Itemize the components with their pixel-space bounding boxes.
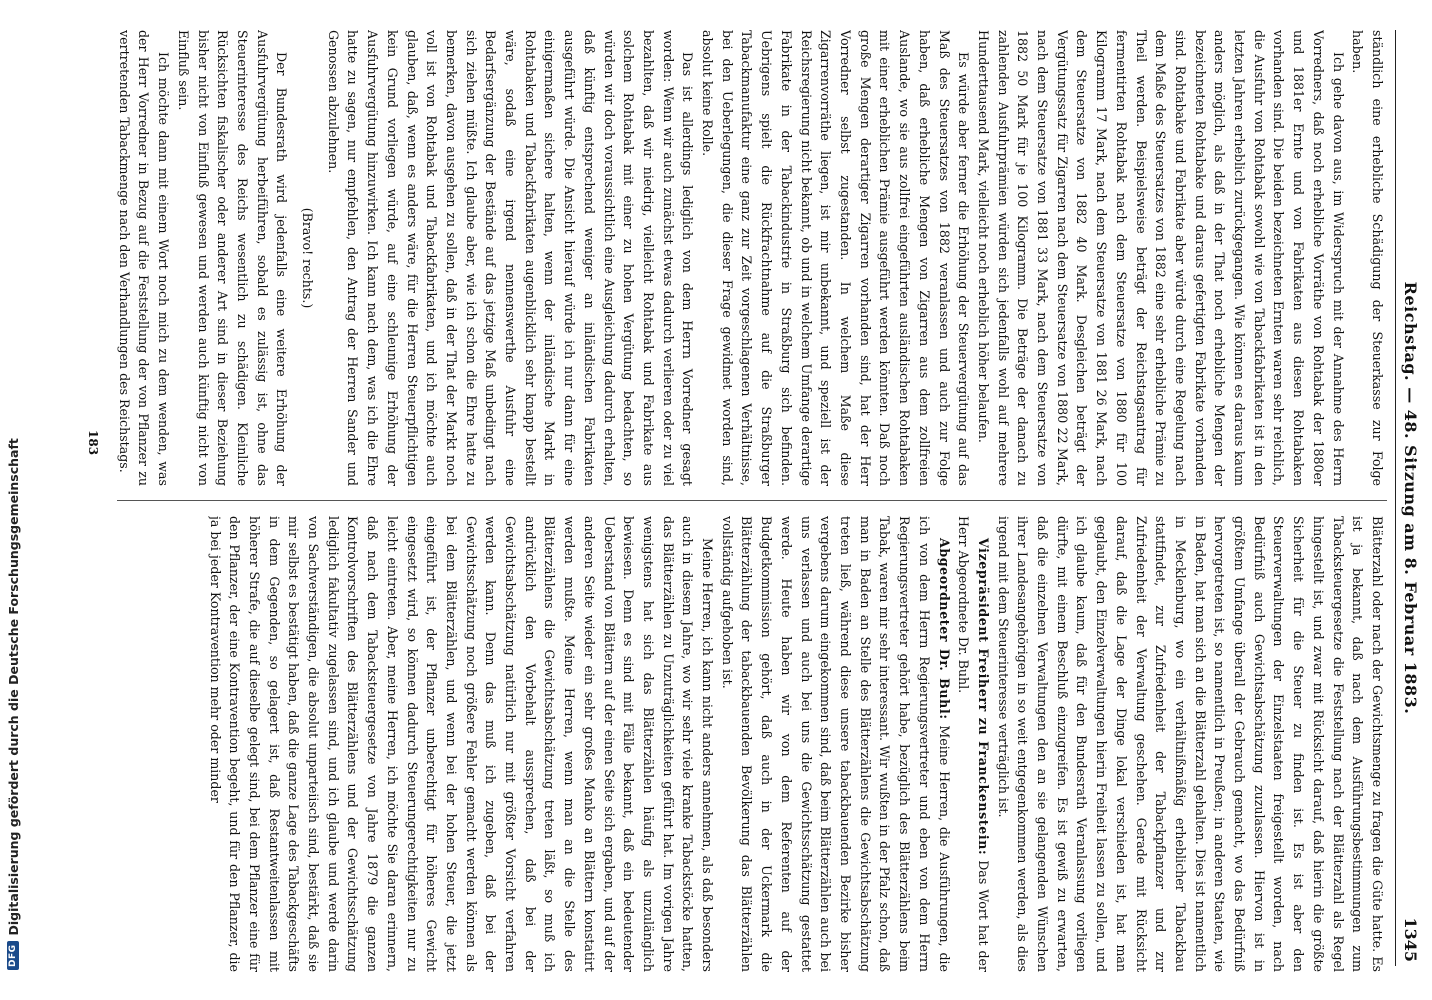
speaker-text: Das Wort hat der Herr Abgeordnete Dr. Buhl. [956, 516, 991, 972]
paragraph: Blätterzahl oder nach der Gewichtsmenge zu fragen die Güte hatte. Es ist ja bekannt, daß nach dem Ausführungsbestimmungen zum Tabacksteuergesetze die Feststellung nach der Blätterzahl als Regel hingestellt ist, und zwar mit Rücksicht darauf, daß hierin die größte Sicherheit für die Steuer zu finden ist. Es ist aber den Steuerverwaltungen der Einzelstaaten freigestellt worden, nach Bedürfniß auch Gewichtsabschätzung zuzulassen. Hiervon ist in größtem Umfange überall der Gebrauch gemacht, wo das Bedürfniß hervorgetreten ist, so namentlich in Preußen; in anderen Staaten, wie in Baden, hat man sich an die Blätterzahl gehalten. Dies ist namentlich in Mecklenburg, wo ein verhältnißmäßig erheblicher Tabackbau stattfindet, zur Zufriedenheit der Tabackpflanzer und zur Zufriedenheit der Verwaltung geschehen. Gerade mit Rücksicht darauf, daß die Lage der Dinge lokal verschieden ist, hat man geglaubt, den Einzelverwaltungen hierin Freiheit lassen zu sollen, und ich glaube kaum, daß für den Bundesrath Veranlassung vorliegen dürfte, mit einem Beschluß einzugreifen. Es ist gewiß zu erwarten, daß die einzelnen Verwaltungen den an sie gelangenden Wünschen ihrer Landesangehörigen in so weit entgegenkommen werden, als dies irgend mit dem Steuerinteresse verträglich ist. [995, 516, 1385, 972]
left-column [117, 30, 1387, 486]
paragraph: Ich möchte dann mit einem Wort noch mich zu dem wenden, was der Herr Vorredner in Bezug auf die Feststellung der von Pflanzer zu vertretenden Tabackmenge nach den Verhandlungen des Reichstags. [117, 30, 172, 486]
paragraph: Ich gehe davon aus, im Widerspruch mit der Annahme des Herrn Vorredners, daß noch erhebliche Vorräthe von Rohtabak der 1880er und 1881er Ernte und von Fabrikaten aus diesen Rohtabaken vorhanden sind. Die beiden bezeichneten Ernten waren sehr reichlich, die Ausfuhr von Rohtabak sowohl wie von Tabackfabrikaten ist in den letzten Jahren erheblich zurückgegangen. Wie können es daraus kaum anders möglich, als daß in der That noch erhebliche Mengen der bezeichneten Rohtabake und daraus gefertigten Fabrikate vorhanden sind. Rohtabake und Fabrikate aber würde durch eine Regelung nach dem Maße des Steuersatzes von 1882 eine sehr erhebliche Prämie zu Theil werden. Beispielsweise beträgt der Reichstagsantrag für fermentirten Rohtabak nach dem Steuersatze von 1880 für 100 Kilogramm 17 Mark, nach dem Steuersatze von 1881 26 Mark, nach dem Steuersatze von 1882 40 Mark. Desgleichen beträgt der Vergütungssatz für Zigarren nach dem Steuersatze von 1880 22 Mark, nach dem Steuersatze von 1881 33 Mark, nach dem Steuersatze von 1882 50 Mark für je 100 Kilogramm. Die Beträge der danach zu zahlenden Ausfuhrprämien würden sich jedenfalls wohl auf mehrere Hunderttausend Mark, vielleicht noch erheblich höher belaufen. [975, 30, 1346, 486]
interjection: (Bravo! rechts.) [300, 207, 316, 309]
speaker-name: Abgeordneter Dr. Buhl: [936, 538, 952, 720]
paragraph: Der Bundesrath wird jedenfalls eine weitere Erhöhung der Ausfuhrvergütung herbeiführen, sobald es zulässig ist, ohne das Steuerinteresse des Reichs wesentlich zu schädigen. Kleinliche Rücksichten fiskalischer oder anderer Art sind in dieser Beziehung bisher nicht von Einfluß gewesen und werden auch künftig nicht von Einfluß sein. [175, 30, 290, 486]
digitization-credit [2, 0, 24, 1000]
paragraph: Meine Herren, ich kann nicht anders annehmen, als daß besonders auch in diesem Jahre, wo wir sehr viele kranke Tabackstöcke hatten, das Blätterzählen zu Unzuträglichkeiten geführt hat. Im vorigen Jahre wenigstens hat sich das Blätterzählen häufig als unzulänglich bewiesen. Denn es sind mit Fälle bekannt, daß ein bedeutender Ueberstand von Blättern auf der einen Seite sich ergaben, und auf der anderen Seite wieder ein sehr großes Manko an Blättern konstatirt werden mußte. Meine Herren, wenn man an die Stelle des Blätterzählens die Gewichtsabschätzung treten läßt, so muß ich andrücklich den Vorbehalt aussprechen, daß bei der Gewichtsabschätzung natürlich nur mit größter Vorsicht verfahren werden kann. Denn das muß ich zugeben, daß bei der Gewichtsschätzung noch größere Fehler gemacht werden können als bei dem Blätterzählen, und wenn bei der hohen Steuer, die jetzt eingeführt ist, der Pflanzer unberechtigt für höheres Gewicht eingesetzt wird, so können dadurch Steuerungerechtigkeiten nur zu leicht eintreten. Aber, meine Herren, ich möchte Sie daran erinnern, daß nach dem Tabacksteuergesetze von Jahre 1879 die ganzen Kontrolvorschriften des Blätterzählens und der Gewichtsschätzung lediglich fakultativ zugelassen sind, und ich glaube und werde darin von Sachverständigen, die absolut unparteiisch sind, bestärkt, daß sie mir selbst es bestätigt haben, daß die ganze Lage des Tabackgeschäfts in dem Gegenden, so gelagert ist, daß Restantweitenlassen mit höherer Strafe, die auf dieselbe gelegt sind, bei dem Pflanzer eine für den Pflanzer, der eine Kontravention begeht, und für den Pflanzer, die ja bei jeder Kontravention mehr oder minder [207, 516, 716, 972]
credit-label: Digitalisierung gefördert durch die Deutsche Forschungsgemeinschaft [5, 438, 21, 936]
dfg-logo: DFG [7, 941, 19, 970]
document-page [76, 0, 1432, 1000]
credit-text [2, 0, 24, 1000]
signature-mark: 183 [86, 430, 100, 456]
paragraph: ständlich eine erhebliche Schädigung der Steuerkasse zur Folge haben. [1350, 30, 1385, 486]
speaker-text: Meine Herren, die Ausführungen, die ich von dem Herrn Regierungsvertreter und eben von dem Herrn Regierungsvertreter gehört habe, bezüglich des Blätterzählens beim Tabak, waren mir sehr interessant. Wir wußten in der Pfalz schon, daß man in Baden an Stelle des Blätterzählens die Gewichtsabschätzung treten ließ, während diese unsere tabackbauenden Bezirke bisher vergebens darum eingekommen sind, daß beim Blätterzählen auch bei uns verlassen und auch bei uns die Gewichtsschätzung gestattet werde. Heute haben wir von dem Referenten auf der Budgetkommission gehört, daß auch in der Uckermark die Blätterzählung der tabackbauenden Bevölkerung das Blätterzählen vollständig aufgehoben ist. [719, 516, 952, 972]
right-column [117, 516, 1387, 972]
paragraph: Es würde aber ferner die Erhöhung der Steuervergütung auf das Maß des Steuersatzes von 1882 veranlassen und auch zur Folge haben, daß erhebliche Mengen von Zigarren aus dem zollfreien Auslande, wo sie aus zollfrei eingeführten ausländischen Rohtabaken mit einer erheblichen Prämie ausgeführt werden könnten. Daß noch große Mengen derartiger Zigarren vorhanden sind, hat der Herr Vorredner selbst zugestanden. In welchem Maße diese Zigarrenvorräthe liegen, ist mir unbekannt, und speziell ist der Reichsregierung nicht bekannt, ob und in welchem Umfange derartige Fabrikate in der Tabackindustrie in Straßburg sich befinden. Uebrigens spielt die Rückfrachtnahme auf die Straßburger Tabackmanufaktur eine ganz zur Zeit vorgeschlagenen Verhältnisse, bei den Ueberlegungen, die dieser Frage gewidmet worden sind, absolut keine Rolle. [700, 30, 972, 486]
speaker-name: Vizepräsident Freiherr zu Franckenstein: [975, 538, 991, 856]
paragraph: Das ist allerdings lediglich von dem Herrn Vorredner gesagt worden: Wenn wir auch zunächst etwas dadurch verlieren oder zu viel bezahlten, daß wir niedrig, vielleicht Rohtabak und Fabrikate aus solchem Rohtabak mit einer zu hohen Vergütung bedachten, so würden wir doch voraussichtlich eine Ausgleichung dadurch erhalten, daß künftig entsprechend weniger an inländischen Fabrikaten ausgeführt würde. Die Ansicht hierauf würde ich nur dann für eine einigermaßen sichere halten, wenn der inländische Markt in Rohtabaken und Tabackfabrikaten augenblicklich sehr knapp bestellt wäre, sodaß eine irgend nennenswerthe Ausfuhr eine Bedarfsergänzung der Bestände auf das jetzige Maß unbedingt nach sich ziehen müßte. Ich glaube aber, wie ich schon die Ehre hatte zu bemerken, davon ausgehen zu sollen, daß in der That der Markt noch voll ist von Rohtabak und Tabackfabrikaten, und ich möchte auch glauben, daß, wenn es anders wäre, für die Herren Steuerpflichtigen kein Grund vorliegen würde, auf eine schleunige Erhöhung der Ausfuhrvergütung hinzuwirken. Ich kann nach dem, was ich die Ehre hatte zu sagen, nur empfehlen, den Antrag der Herren Sander und Genossen abzulehnen. [325, 30, 696, 486]
running-head: Reichstag. — 48. Sitzung am 8. Februar 1883. [1401, 281, 1420, 715]
text-columns [117, 30, 1387, 972]
page-number: 1345 [1401, 917, 1420, 962]
column-divider [117, 500, 1387, 501]
speaker-paragraph [954, 516, 993, 972]
page-footer [80, 30, 100, 966]
page-header [1395, 30, 1422, 966]
speaker-paragraph [717, 516, 953, 972]
